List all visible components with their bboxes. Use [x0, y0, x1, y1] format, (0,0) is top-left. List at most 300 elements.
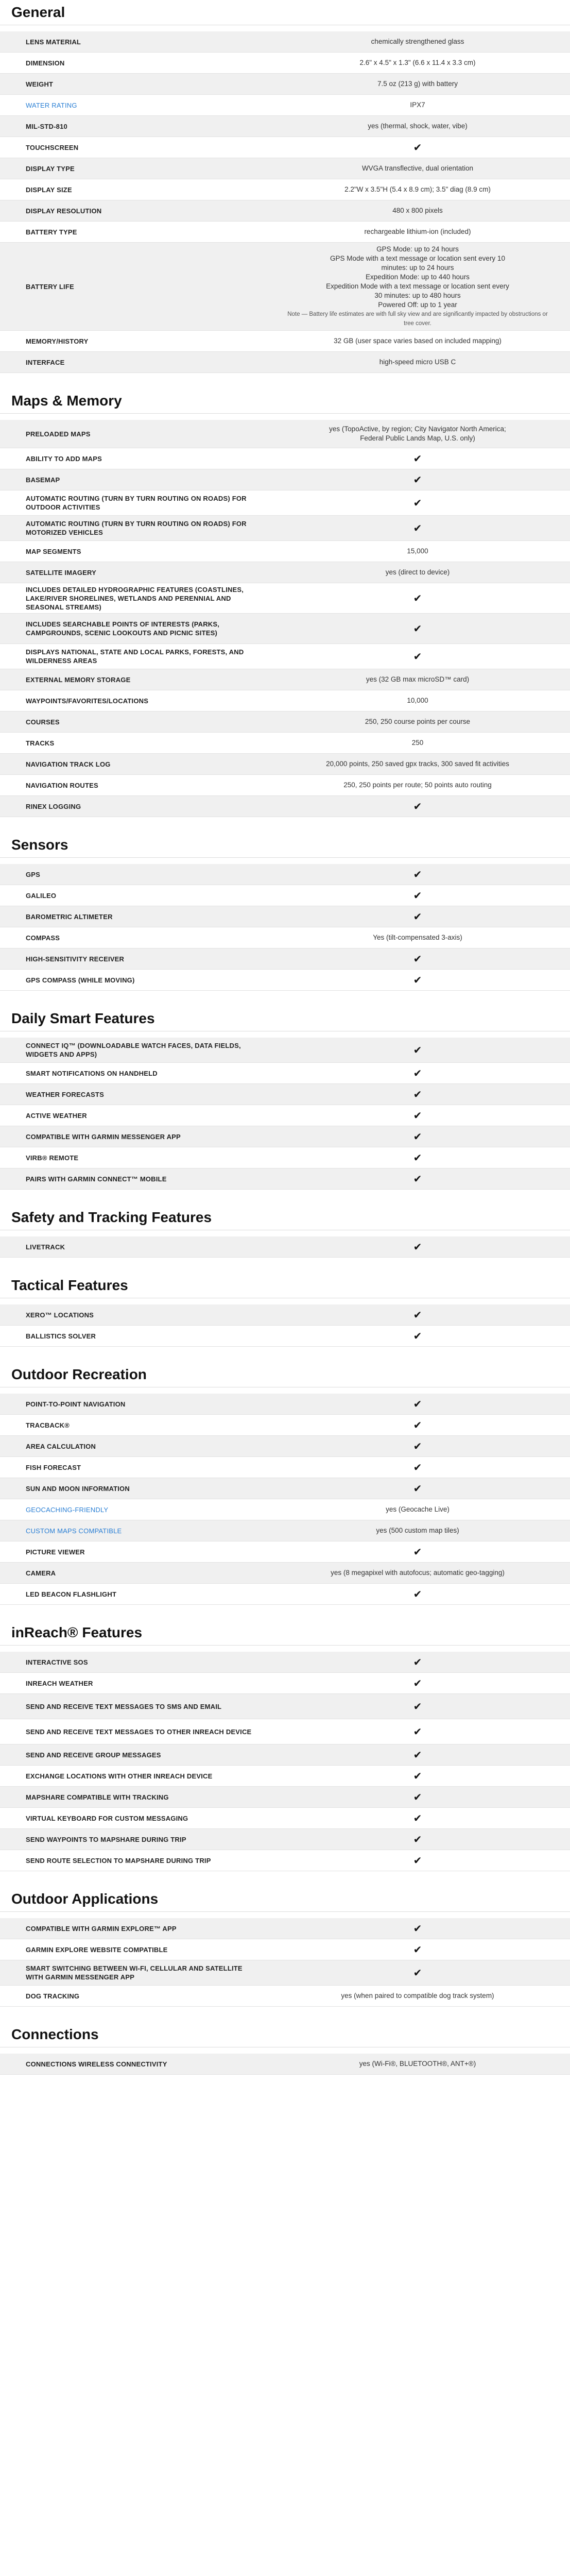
checkmark-icon: ✔ — [413, 1700, 422, 1713]
spec-row — [0, 796, 570, 817]
spec-value — [265, 1236, 570, 1257]
checkmark-icon: ✔ — [413, 1749, 422, 1761]
spec-value-text: rechargeable lithium-ion (included) — [364, 228, 471, 235]
spec-value — [265, 1541, 570, 1562]
section-title: Outdoor Recreation — [0, 1362, 570, 1387]
spec-value — [265, 1147, 570, 1168]
spec-value-text: 250, 250 points per route; 50 points auto routing — [343, 781, 492, 789]
checkmark-icon: ✔ — [413, 1330, 422, 1342]
spec-value — [265, 516, 570, 540]
checkmark-icon: ✔ — [413, 953, 422, 965]
spec-value — [265, 2054, 570, 2074]
spec-row — [0, 74, 570, 95]
section-tactical-features — [0, 1273, 570, 1362]
spec-value — [265, 690, 570, 711]
checkmark-icon: ✔ — [413, 1791, 422, 1803]
spec-value-lines — [286, 245, 549, 328]
spec-value — [265, 1063, 570, 1083]
spec-row — [0, 352, 570, 373]
section-gap — [0, 373, 570, 388]
spec-value — [265, 1168, 570, 1189]
checkmark-icon: ✔ — [413, 1812, 422, 1824]
spec-row — [0, 1084, 570, 1105]
spec-label: VIRB® REMOTE — [26, 1154, 79, 1162]
spec-value-line: Powered Off: up to 1 year — [378, 301, 457, 309]
spec-row — [0, 1652, 570, 1673]
spec-value-text: yes (Geocache Live) — [386, 1505, 450, 1513]
section-spacer — [0, 1912, 570, 1918]
spec-value — [265, 1584, 570, 1604]
spec-value — [265, 864, 570, 885]
spec-row — [0, 864, 570, 885]
spec-value-text: yes (when paired to compatible dog track system) — [341, 1992, 494, 1999]
section-spacer — [0, 414, 570, 420]
spec-row — [0, 1499, 570, 1520]
spec-label: SMART NOTIFICATIONS ON HANDHELD — [26, 1069, 158, 1077]
spec-row — [0, 1918, 570, 1939]
spec-label: COMPASS — [26, 934, 60, 942]
spec-row — [0, 970, 570, 991]
section-spacer — [0, 1031, 570, 1038]
spec-label: COURSES — [26, 718, 60, 726]
section-title: Daily Smart Features — [0, 1006, 570, 1031]
spec-value — [265, 74, 570, 94]
spec-label: PRELOADED MAPS — [26, 430, 91, 438]
checkmark-icon: ✔ — [413, 1546, 422, 1558]
spec-value — [265, 1850, 570, 1871]
spec-value — [265, 222, 570, 242]
spec-label: POINT-TO-POINT NAVIGATION — [26, 1400, 126, 1408]
spec-value — [265, 583, 570, 613]
section-gap — [0, 1605, 570, 1620]
spec-value — [265, 1960, 570, 1985]
spec-row — [0, 1744, 570, 1766]
spec-value — [265, 200, 570, 221]
checkmark-icon: ✔ — [413, 1943, 422, 1956]
section-gap — [0, 1258, 570, 1273]
spec-value — [265, 95, 570, 115]
checkmark-icon: ✔ — [413, 1241, 422, 1253]
spec-label: GPS COMPASS (WHILE MOVING) — [26, 976, 135, 984]
spec-value — [265, 1457, 570, 1478]
section-title: Safety and Tracking Features — [0, 1205, 570, 1230]
spec-row — [0, 733, 570, 754]
spec-row — [0, 690, 570, 711]
spec-label: CONNECTIONS WIRELESS CONNECTIVITY — [26, 2060, 167, 2068]
spec-value-text: 32 GB (user space varies based on included mapping) — [334, 337, 502, 345]
checkmark-icon: ✔ — [413, 1461, 422, 1473]
spec-value — [265, 1986, 570, 2006]
section-title: Connections — [0, 2022, 570, 2047]
spec-row — [0, 614, 570, 644]
spec-row — [0, 1478, 570, 1499]
spec-label: BATTERY TYPE — [26, 228, 77, 236]
spec-value — [265, 885, 570, 906]
spec-label: XERO™ LOCATIONS — [26, 1311, 94, 1319]
spec-row — [0, 420, 570, 448]
spec-label: BALLISTICS SOLVER — [26, 1332, 96, 1340]
spec-label: RINEX LOGGING — [26, 802, 81, 810]
spec-label: INCLUDES SEARCHABLE POINTS OF INTERESTS (PARKS, CAMPGROUNDS, SCENIC LOOKOUTS AND PICNIC SITES) — [26, 620, 220, 637]
section-spacer — [0, 1646, 570, 1652]
spec-row — [0, 1584, 570, 1605]
spec-value — [265, 796, 570, 817]
spec-label: SEND WAYPOINTS TO MAPSHARE DURING TRIP — [26, 1835, 186, 1843]
spec-label: SEND ROUTE SELECTION TO MAPSHARE DURING TRIP — [26, 1856, 211, 1865]
spec-value — [265, 53, 570, 73]
checkmark-icon: ✔ — [413, 592, 422, 604]
spec-label: DISPLAYS NATIONAL, STATE AND LOCAL PARKS, FORESTS, AND WILDERNESS AREAS — [26, 648, 244, 665]
spec-value — [265, 669, 570, 690]
spec-row — [0, 1520, 570, 1541]
spec-label-link[interactable]: CUSTOM MAPS COMPATIBLE — [26, 1527, 122, 1535]
spec-value — [265, 541, 570, 562]
spec-row — [0, 95, 570, 116]
spec-value — [265, 775, 570, 795]
spec-row — [0, 711, 570, 733]
section-sensors — [0, 833, 570, 1006]
spec-row — [0, 1808, 570, 1829]
spec-value-text: high-speed micro USB C — [379, 358, 456, 366]
checkmark-icon: ✔ — [413, 141, 422, 154]
spec-label: MEMORY/HISTORY — [26, 337, 89, 345]
spec-row — [0, 1304, 570, 1326]
spec-row — [0, 1436, 570, 1457]
spec-value — [265, 906, 570, 927]
spec-row — [0, 669, 570, 690]
spec-row — [0, 1126, 570, 1147]
section-inreach-features — [0, 1620, 570, 1887]
spec-value-text: yes (thermal, shock, water, vibe) — [368, 122, 468, 130]
spec-value-text: 2.2"W x 3.5"H (5.4 x 8.9 cm); 3.5" diag (8.9 cm) — [344, 185, 491, 193]
checkmark-icon: ✔ — [413, 1854, 422, 1867]
spec-row — [0, 137, 570, 158]
checkmark-icon: ✔ — [413, 497, 422, 509]
spec-value — [265, 243, 570, 330]
spec-label: ABILITY TO ADD MAPS — [26, 454, 102, 463]
spec-label: AUTOMATIC ROUTING (TURN BY TURN ROUTING ON ROADS) FOR MOTORIZED VEHICLES — [26, 520, 247, 536]
section-gap — [0, 1871, 570, 1887]
checkmark-icon: ✔ — [413, 1677, 422, 1689]
section-title: Sensors — [0, 833, 570, 858]
spec-value-note: Note — Battery life estimates are with full sky view and are significantly impacted by obstructions or tree cover. — [287, 311, 548, 327]
spec-label: PICTURE VIEWER — [26, 1548, 85, 1556]
checkmark-icon: ✔ — [413, 889, 422, 902]
spec-label: HIGH-SENSITIVITY RECEIVER — [26, 955, 125, 963]
section-maps-memory — [0, 388, 570, 833]
spec-value-text: 7.5 oz (213 g) with battery — [377, 80, 458, 88]
spec-row — [0, 1415, 570, 1436]
spec-value-text: 20,000 points, 250 saved gpx tracks, 300 saved fit activities — [326, 760, 509, 768]
checkmark-icon: ✔ — [413, 1922, 422, 1935]
spec-value-text: IPX7 — [410, 101, 425, 109]
checkmark-icon: ✔ — [413, 1419, 422, 1431]
spec-value — [265, 469, 570, 490]
spec-row — [0, 1105, 570, 1126]
spec-label: BASEMAP — [26, 476, 60, 484]
checkmark-icon: ✔ — [413, 1770, 422, 1782]
spec-value — [265, 448, 570, 469]
checkmark-icon: ✔ — [413, 800, 422, 812]
spec-label: LENS MATERIAL — [26, 38, 81, 46]
checkmark-icon: ✔ — [413, 1044, 422, 1056]
spec-label: WEIGHT — [26, 80, 54, 88]
spec-label: VIRTUAL KEYBOARD FOR CUSTOM MESSAGING — [26, 1814, 188, 1822]
spec-row — [0, 541, 570, 562]
spec-row — [0, 1694, 570, 1719]
spec-value-text: 250 — [411, 739, 424, 747]
spec-value — [265, 644, 570, 669]
spec-row — [0, 1147, 570, 1168]
section-title: Tactical Features — [0, 1273, 570, 1298]
spec-label: INCLUDES DETAILED HYDROGRAPHIC FEATURES (COASTLINES, LAKE/RIVER SHORELINES, WETLANDS AND PERENNIAL AND SEASONAL STREAMS) — [26, 585, 244, 611]
spec-value — [265, 948, 570, 969]
spec-value — [265, 1673, 570, 1693]
spec-value-text: yes (8 megapixel with autofocus; automatic geo-tagging) — [331, 1569, 505, 1577]
spec-label: AUTOMATIC ROUTING (TURN BY TURN ROUTING ON ROADS) FOR OUTDOOR ACTIVITIES — [26, 495, 247, 511]
section-outdoor-applications — [0, 1887, 570, 2022]
spec-row — [0, 885, 570, 906]
spec-row — [0, 1038, 570, 1063]
spec-value-text: yes (500 custom map tiles) — [376, 1527, 459, 1534]
spec-row — [0, 31, 570, 53]
spec-value — [265, 711, 570, 732]
spec-value — [265, 1563, 570, 1583]
spec-label: NAVIGATION ROUTES — [26, 781, 98, 789]
checkmark-icon: ✔ — [413, 473, 422, 486]
spec-label-link[interactable]: WATER RATING — [26, 101, 77, 109]
spec-value-line: Expedition Mode with a text message or location sent every — [326, 282, 509, 290]
spec-label: DIMENSION — [26, 59, 65, 67]
spec-row — [0, 448, 570, 469]
spec-label: INREACH WEATHER — [26, 1679, 93, 1687]
checkmark-icon: ✔ — [413, 1440, 422, 1452]
spec-label: SATELLITE IMAGERY — [26, 568, 97, 577]
checkmark-icon: ✔ — [413, 1398, 422, 1410]
spec-row — [0, 1766, 570, 1787]
spec-row — [0, 1787, 570, 1808]
spec-label: WAYPOINTS/FAVORITES/LOCATIONS — [26, 697, 149, 705]
spec-value-text: 2.6" x 4.5" x 1.3" (6.6 x 11.4 x 3.3 cm) — [359, 59, 476, 66]
spec-value-text: Yes (tilt-compensated 3-axis) — [373, 934, 462, 941]
checkmark-icon: ✔ — [413, 1130, 422, 1143]
spec-value — [265, 1038, 570, 1062]
spec-row — [0, 1457, 570, 1478]
spec-label: GALILEO — [26, 891, 57, 900]
spec-value-line: Expedition Mode: up to 440 hours — [366, 273, 470, 281]
checkmark-icon: ✔ — [413, 974, 422, 986]
spec-value — [265, 331, 570, 351]
spec-label: DISPLAY RESOLUTION — [26, 207, 102, 215]
section-spacer — [0, 25, 570, 31]
spec-row — [0, 243, 570, 331]
spec-value — [265, 562, 570, 583]
spec-value-text: 15,000 — [407, 547, 428, 555]
spec-label: TRACBACK® — [26, 1421, 70, 1429]
section-general — [0, 0, 570, 388]
spec-value — [265, 1939, 570, 1960]
spec-row — [0, 469, 570, 490]
section-gap — [0, 2007, 570, 2022]
spec-value-text: 480 x 800 pixels — [392, 207, 443, 214]
checkmark-icon: ✔ — [413, 910, 422, 923]
spec-value — [265, 1652, 570, 1672]
checkmark-icon: ✔ — [413, 1833, 422, 1845]
spec-label: SMART SWITCHING BETWEEN WI-FI, CELLULAR AND SATELLITE WITH GARMIN MESSENGER APP — [26, 1964, 243, 1981]
spec-value — [265, 733, 570, 753]
spec-row — [0, 1986, 570, 2007]
spec-row — [0, 1394, 570, 1415]
checkmark-icon: ✔ — [413, 1151, 422, 1164]
spec-row — [0, 583, 570, 614]
spec-value-text: yes (32 GB max microSD™ card) — [366, 675, 470, 683]
spec-value-text: WVGA transflective, dual orientation — [361, 164, 474, 172]
checkmark-icon: ✔ — [413, 522, 422, 534]
spec-label: BAROMETRIC ALTIMETER — [26, 912, 113, 921]
spec-row — [0, 1541, 570, 1563]
spec-value — [265, 420, 570, 448]
spec-value — [265, 970, 570, 990]
spec-row — [0, 1326, 570, 1347]
spec-label: MIL-STD-810 — [26, 122, 67, 130]
spec-value-text: chemically strengthened glass — [371, 38, 464, 45]
spec-label: GPS — [26, 870, 41, 878]
spec-label: MAPSHARE COMPATIBLE WITH TRACKING — [26, 1793, 169, 1801]
spec-value — [265, 1084, 570, 1105]
section-gap — [0, 1190, 570, 1205]
spec-row — [0, 1563, 570, 1584]
spec-value — [265, 1719, 570, 1744]
checkmark-icon: ✔ — [413, 452, 422, 465]
checkmark-icon: ✔ — [413, 1588, 422, 1600]
spec-value — [265, 614, 570, 643]
spec-value — [265, 1105, 570, 1126]
spec-value-text: 10,000 — [407, 697, 428, 704]
spec-label: SEND AND RECEIVE GROUP MESSAGES — [26, 1751, 161, 1759]
spec-row — [0, 754, 570, 775]
spec-label: INTERFACE — [26, 358, 65, 366]
spec-value — [265, 490, 570, 515]
section-outdoor-recreation — [0, 1362, 570, 1620]
checkmark-icon: ✔ — [413, 1067, 422, 1079]
spec-value-text: 250, 250 course points per course — [365, 718, 471, 725]
spec-row — [0, 644, 570, 669]
spec-row — [0, 1960, 570, 1986]
spec-row — [0, 948, 570, 970]
spec-row — [0, 1829, 570, 1850]
spec-value — [265, 1829, 570, 1850]
spec-label: LIVETRACK — [26, 1243, 65, 1251]
spec-value — [265, 1415, 570, 1435]
spec-row — [0, 331, 570, 352]
checkmark-icon: ✔ — [413, 622, 422, 635]
spec-label: TRACKS — [26, 739, 55, 747]
spec-value-line: minutes: up to 24 hours — [381, 264, 454, 272]
spec-row — [0, 490, 570, 516]
spec-label: NAVIGATION TRACK LOG — [26, 760, 111, 768]
spec-row — [0, 516, 570, 541]
section-gap — [0, 817, 570, 833]
spec-label: SEND AND RECEIVE TEXT MESSAGES TO OTHER INREACH DEVICE — [26, 1727, 252, 1736]
spec-value-line: Federal Public Lands Map, U.S. only) — [360, 434, 475, 442]
spec-value — [265, 116, 570, 137]
checkmark-icon: ✔ — [413, 1173, 422, 1185]
spec-label: WEATHER FORECASTS — [26, 1090, 104, 1098]
checkmark-icon: ✔ — [413, 1725, 422, 1738]
spec-value-lines — [329, 425, 506, 443]
section-connections — [0, 2022, 570, 2090]
section-spacer — [0, 1230, 570, 1236]
section-safety-and-tracking-features — [0, 1205, 570, 1273]
spec-row — [0, 1850, 570, 1871]
spec-value — [265, 1787, 570, 1807]
spec-label: LED BEACON FLASHLIGHT — [26, 1590, 117, 1598]
spec-value — [265, 1694, 570, 1719]
spec-value-line: yes (TopoActive, by region; City Navigator North America; — [329, 425, 506, 433]
spec-value — [265, 1436, 570, 1456]
spec-row — [0, 562, 570, 583]
spec-label: DISPLAY SIZE — [26, 185, 72, 194]
spec-value — [265, 1126, 570, 1147]
spec-value-text: yes (Wi-Fi®, BLUETOOTH®, ANT+®) — [359, 2060, 476, 2067]
spec-value — [265, 352, 570, 372]
spec-label: INTERACTIVE SOS — [26, 1658, 88, 1666]
section-title: Maps & Memory — [0, 388, 570, 414]
spec-value — [265, 158, 570, 179]
checkmark-icon: ✔ — [413, 1967, 422, 1979]
spec-label: FISH FORECAST — [26, 1463, 81, 1471]
spec-value-text: yes (direct to device) — [385, 568, 450, 576]
checkmark-icon: ✔ — [413, 1309, 422, 1321]
checkmark-icon: ✔ — [413, 650, 422, 663]
section-spacer — [0, 858, 570, 864]
spec-label: DOG TRACKING — [26, 1992, 80, 2000]
checkmark-icon: ✔ — [413, 1109, 422, 1122]
spec-value-line: GPS Mode: up to 24 hours — [376, 245, 459, 253]
spec-label: CONNECT IQ™ (DOWNLOADABLE WATCH FACES, DATA FIELDS, WIDGETS AND APPS) — [26, 1042, 241, 1058]
checkmark-icon: ✔ — [413, 1656, 422, 1668]
spec-value — [265, 1326, 570, 1346]
spec-label: BATTERY LIFE — [26, 282, 74, 291]
spec-label: CAMERA — [26, 1569, 56, 1577]
spec-row — [0, 1236, 570, 1258]
spec-row — [0, 1673, 570, 1694]
spec-row — [0, 200, 570, 222]
spec-label: EXTERNAL MEMORY STORAGE — [26, 675, 131, 684]
spec-value-line: GPS Mode with a text message or location sent every 10 — [330, 255, 505, 262]
spec-label-link[interactable]: GEOCACHING-FRIENDLY — [26, 1505, 109, 1514]
spec-value — [265, 31, 570, 52]
spec-value — [265, 754, 570, 774]
spec-row — [0, 1939, 570, 1960]
spec-label: AREA CALCULATION — [26, 1442, 96, 1450]
spec-value-line: 30 minutes: up to 480 hours — [374, 292, 461, 299]
spec-row — [0, 1063, 570, 1084]
spec-row — [0, 906, 570, 927]
spec-label: SEND AND RECEIVE TEXT MESSAGES TO SMS AND EMAIL — [26, 1702, 222, 1710]
spec-value — [265, 1766, 570, 1786]
spec-label: COMPATIBLE WITH GARMIN MESSENGER APP — [26, 1132, 181, 1141]
spec-label: PAIRS WITH GARMIN CONNECT™ MOBILE — [26, 1175, 167, 1183]
spec-value — [265, 1520, 570, 1541]
spec-label: DISPLAY TYPE — [26, 164, 75, 173]
section-gap — [0, 991, 570, 1006]
spec-row — [0, 116, 570, 137]
checkmark-icon: ✔ — [413, 1088, 422, 1100]
spec-label: MAP SEGMENTS — [26, 547, 81, 555]
spec-label: TOUCHSCREEN — [26, 143, 79, 151]
section-spacer — [0, 1298, 570, 1304]
